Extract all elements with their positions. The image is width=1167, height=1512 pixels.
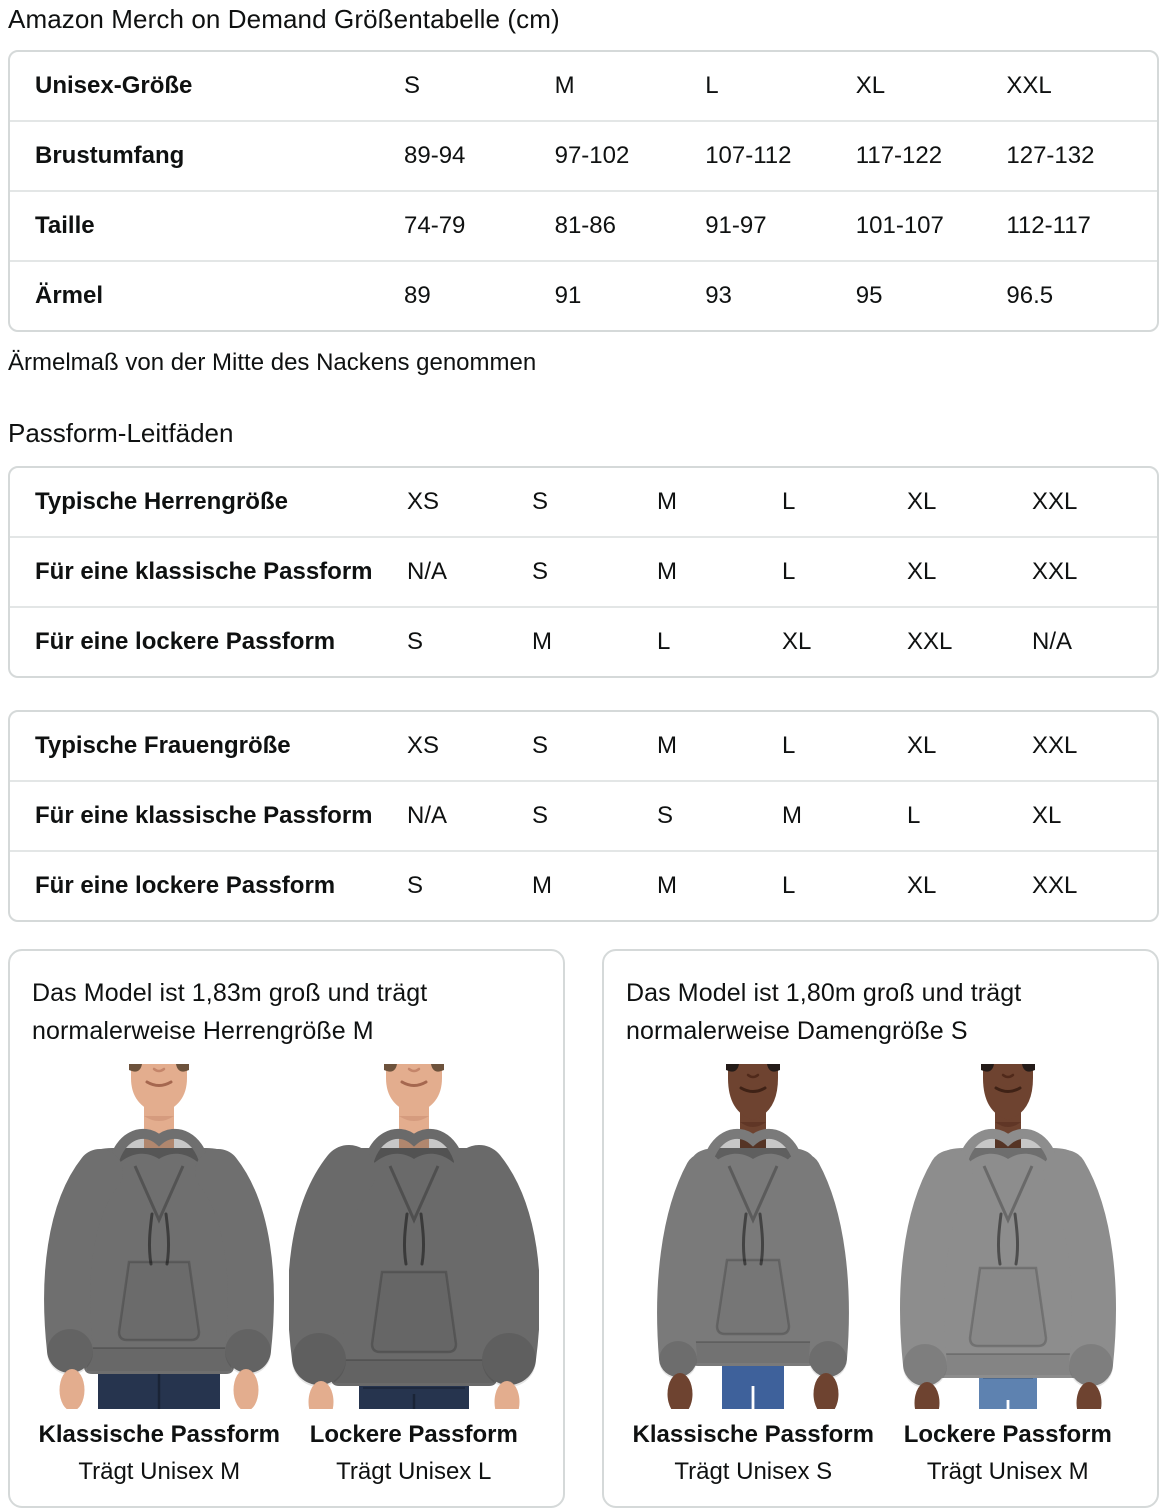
table-cell: 112-117 <box>1006 212 1091 239</box>
table-cell: L <box>907 802 921 829</box>
row-label: Für eine lockere Passform <box>35 872 336 899</box>
table-cell: L <box>657 628 671 655</box>
table-row <box>10 52 1157 120</box>
fit-label: Klassische Passform <box>632 1421 874 1448</box>
table-cell: S <box>532 488 549 515</box>
unisex-size-table <box>8 50 1159 332</box>
model-photo-female-classic <box>626 1064 881 1409</box>
model-photo-male-classic <box>32 1064 287 1409</box>
table-cell: 107-112 <box>705 142 792 169</box>
table-cell: XXL <box>907 628 953 655</box>
table-cell: 74-79 <box>404 212 466 239</box>
table-row <box>10 468 1157 536</box>
table-cell: S <box>407 872 424 899</box>
row-label: Für eine klassische Passform <box>35 802 373 829</box>
table-cell: M <box>657 488 677 515</box>
table-cell: 101-107 <box>855 212 944 239</box>
row-label: Taille <box>35 212 95 239</box>
table-cell: S <box>657 802 674 829</box>
model-figure <box>32 1064 287 1486</box>
table-cell: XL <box>907 488 937 515</box>
table-cell: XXL <box>1032 732 1078 759</box>
table-cell: 91-97 <box>705 212 767 239</box>
row-label: Ärmel <box>35 282 104 309</box>
table-cell: M <box>554 72 575 99</box>
table-row <box>10 780 1157 850</box>
table-cell: XL <box>907 558 937 585</box>
row-label: Brustumfang <box>35 142 185 169</box>
table-cell: N/A <box>407 802 448 829</box>
table-cell: XL <box>1032 802 1062 829</box>
row-label: Für eine klassische Passform <box>35 558 373 585</box>
model-figure <box>626 1064 881 1486</box>
model-cards <box>8 949 1159 1512</box>
table-cell: XL <box>907 872 937 899</box>
figures-row <box>32 1064 541 1486</box>
table-cell: 81-86 <box>554 212 616 239</box>
row-label: Für eine lockere Passform <box>35 628 336 655</box>
size-label: Trägt Unisex M <box>926 1458 1089 1485</box>
table-cell: S <box>532 802 549 829</box>
model-photo-female-loose <box>881 1064 1136 1409</box>
table-cell: XXL <box>1006 72 1052 99</box>
table-cell: S <box>532 558 549 585</box>
table-cell: 117-122 <box>855 142 943 169</box>
page-title: Amazon Merch on Demand Größentabelle (cm) <box>8 4 560 34</box>
table-cell: M <box>657 558 677 585</box>
table-cell: N/A <box>407 558 448 585</box>
table-cell: 96.5 <box>1006 282 1054 309</box>
table-cell: XS <box>407 732 440 759</box>
womens-fit-table <box>8 710 1159 922</box>
size-label: Trägt Unisex M <box>78 1458 241 1485</box>
figures-row <box>626 1064 1135 1486</box>
table-cell: M <box>657 732 677 759</box>
table-cell: 91 <box>554 282 582 309</box>
table-cell: 89 <box>404 282 431 309</box>
model-figure <box>287 1064 542 1486</box>
size-label: Trägt Unisex L <box>336 1458 492 1485</box>
table-cell: L <box>782 488 796 515</box>
table-cell: S <box>532 732 549 759</box>
table-cell: 93 <box>705 282 732 309</box>
fit-label: Lockere Passform <box>309 1421 518 1448</box>
table-row <box>10 190 1157 260</box>
table-cell: 97-102 <box>554 142 630 169</box>
fit-label: Lockere Passform <box>903 1421 1112 1448</box>
mens-model-card <box>8 949 565 1508</box>
table-row <box>10 712 1157 780</box>
table-cell: S <box>407 628 424 655</box>
table-cell: M <box>532 628 552 655</box>
table-cell: 89-94 <box>404 142 466 169</box>
table-row <box>10 536 1157 606</box>
table-row <box>10 850 1157 920</box>
table-cell: XL <box>907 732 937 759</box>
model-figure <box>881 1064 1136 1486</box>
table-cell: XL <box>855 72 886 99</box>
table-cell: M <box>532 872 552 899</box>
row-label: Unisex-Größe <box>35 72 193 99</box>
table-cell: XXL <box>1032 488 1078 515</box>
womens-model-card <box>602 949 1159 1508</box>
card-heading: Das Model ist 1,80m groß und trägt normalerweise Damengröße S <box>626 979 1022 1045</box>
row-label: Typische Frauengröße <box>35 732 291 759</box>
sleeve-measure-note: Ärmelmaß von der Mitte des Nackens genommen <box>8 349 537 376</box>
table-cell: L <box>782 872 796 899</box>
table-row <box>10 260 1157 330</box>
table-cell: L <box>782 558 796 585</box>
table-cell: 95 <box>855 282 883 309</box>
table-cell: S <box>404 72 421 99</box>
fit-guides-heading: Passform-Leitfäden <box>8 418 234 448</box>
fit-label: Klassische Passform <box>38 1421 280 1448</box>
table-cell: XL <box>782 628 812 655</box>
model-photo-male-loose <box>287 1064 542 1409</box>
table-cell: XS <box>407 488 440 515</box>
table-row <box>10 120 1157 190</box>
row-label: Typische Herrengröße <box>35 488 288 515</box>
mens-fit-table <box>8 466 1159 678</box>
table-cell: L <box>782 732 796 759</box>
table-cell: XXL <box>1032 558 1078 585</box>
table-cell: 127-132 <box>1006 142 1095 169</box>
table-cell: N/A <box>1032 628 1073 655</box>
table-cell: M <box>782 802 802 829</box>
table-row <box>10 606 1157 676</box>
card-heading: Das Model ist 1,83m groß und trägt normalerweise Herrengröße M <box>32 979 428 1045</box>
table-cell: XXL <box>1032 872 1078 899</box>
size-label: Trägt Unisex S <box>674 1458 833 1485</box>
table-cell: L <box>705 72 719 99</box>
table-cell: M <box>657 872 677 899</box>
